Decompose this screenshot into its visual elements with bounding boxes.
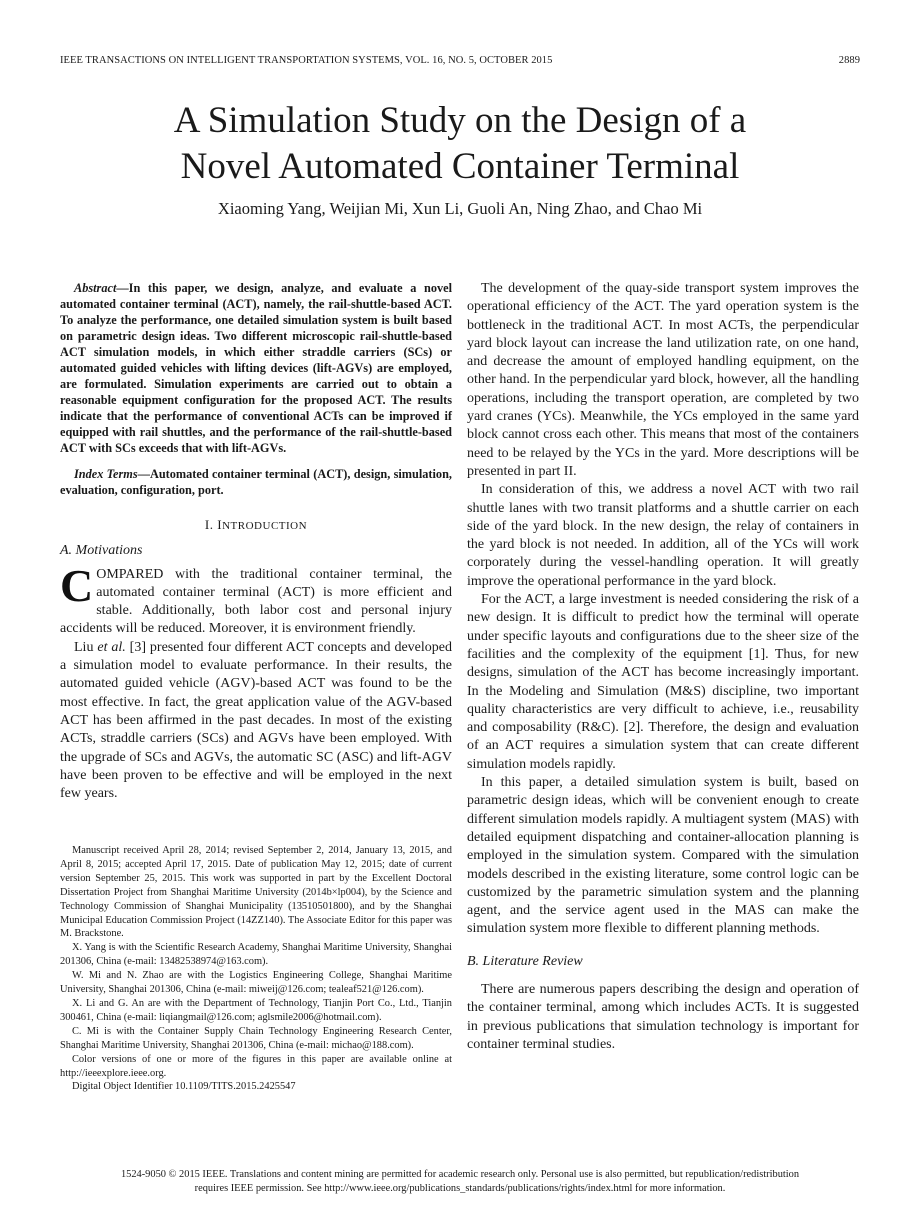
- footnote-affiliation: X. Yang is with the Scientific Research Academy, Shanghai Maritime University, Shanghai 201306, China (e-mail: 13482538974@163.com).: [60, 942, 452, 968]
- index-terms-lead: Index Terms: [74, 467, 138, 481]
- copyright-footer: [60, 1168, 860, 1195]
- intro-paragraph-2: Liu et al. [3] presented four different ACT concepts and developed a simulation model to evaluate performance. In their results, the automated guided vehicle (AGV)-based ACT was found to be the most effective. In fact, the great application value of the AGV-based ACT has been affirmed in the past decades. In most of the existing ACTs, straddle carriers (SCs) and AGVs have been employed. With the upgrade of SCs and AGVs, the automatic SC (ASC) and lift-AGV have been proven to be effective and will be employed in the next few years.: [60, 639, 452, 802]
- abstract-text: —In this paper, we design, analyze, and evaluate a novel automated container terminal (ACT), namely, the rail-shuttle-based ACT. To analyze the performance, one detailed simulation system is built based on parametric design ideas. Two different microscopic rail-shuttle-based ACT simulation models, in which either straddle carriers (SCs) or automated guided vehicles with lifting devices (lift-AGVs) are employed, are formulated. Simulation experiments are carried out to obtain a reasonable equipment configuration for the proposed ACT. The results indicate that the performance of conventional ACTs can be improved if equipped with rail shuttles, and the performance of the rail-shuttle-based ACT with SCs exceeds that with lift-AGVs.: [60, 281, 452, 455]
- title-line-1: A Simulation Study on the Design of a: [173, 100, 747, 141]
- author-list: Xiaoming Yang, Weijian Mi, Xun Li, Guoli An, Ning Zhao, and Chao Mi: [217, 199, 703, 218]
- copyright-line-2: requires IEEE permission. See http://www.ieee.org/publications_standards/publications/rights/index.html for more information.: [194, 1182, 726, 1194]
- drop-cap: C: [60, 559, 94, 611]
- right-column: [467, 280, 859, 1054]
- intro-paragraph-1: COMPARED with the traditional container terminal, the automated container terminal (ACT) is more efficient and stable. Additionally, both labor cost and personal injury accidents will be reduced. Moreover, it is environment friendly.: [60, 559, 452, 637]
- journal-name: IEEE TRANSACTIONS ON INTELLIGENT TRANSPORTATION SYSTEMS, VOL. 16, NO. 5, OCTOBER 2015: [60, 55, 553, 66]
- section-heading: I. INTRODUCTION: [204, 517, 308, 532]
- paper-title: [60, 98, 860, 190]
- footnote-affiliation: W. Mi and N. Zhao are with the Logistics Engineering College, Shanghai Maritime University, Shanghai 201306, China (e-mail: miweij@126.com; tealeaf521@126.com).: [60, 970, 452, 996]
- footnote-doi: Digital Object Identifier 10.1109/TITS.2015.2425547: [72, 1081, 296, 1093]
- footnotes: [60, 844, 452, 1094]
- index-terms: [60, 466, 452, 498]
- abstract: [60, 280, 452, 456]
- footnote-color-note: Color versions of one or more of the figures in this paper are available online at http://ieeexplore.ieee.org.: [60, 1053, 452, 1079]
- body-paragraph: In consideration of this, we address a novel ACT with two rail shuttle lanes with two transit platforms and a shuttle carrier on each side of the yard block. In the new design, the relay of containers in the yard block is not needed. In addition, all of the YCs will work corporately during the vessel-handling operation. It will greatly improve the operational performance in the yard block.: [467, 482, 859, 589]
- footnote-affiliation: C. Mi is with the Container Supply Chain Technology Engineering Research Center, Shanghai Maritime University, Shanghai 201306, China (e-mail: michao@188.com).: [60, 1025, 452, 1051]
- page-number: 2889: [838, 55, 860, 66]
- subsection-heading-literature-review: B. Literature Review: [467, 953, 583, 969]
- left-column: [60, 280, 452, 803]
- subsection-heading-motivations: A. Motivations: [60, 543, 143, 559]
- running-header: [60, 55, 860, 66]
- index-terms-text: —Automated container terminal (ACT), design, simulation, evaluation, configuration, port.: [60, 467, 452, 497]
- footnote-affiliation: X. Li and G. An are with the Department of Technology, Tianjin Port Co., Ltd., Tianjin 300461, China (e-mail: liqiangmail@126.com; aglsmile2006@hotmail.com).: [60, 997, 452, 1023]
- title-line-2: Novel Automated Container Terminal: [180, 146, 740, 187]
- body-paragraph: In this paper, a detailed simulation system is built, based on parametric design ideas, which will be convenient enough to create different simulation models rapidly. A multiagent system (MAS) with detailed equipment dispatching and container-allocation planning is employed in the simulation system. Compared with the simulation models described in the existing literature, some control logic can be customized by the parametric simulation system and the planning agent, and the service agent used in the MAS can make the simulation system more flexible to different planning methods.: [467, 775, 859, 937]
- body-paragraph: For the ACT, a large investment is needed considering the risk of a new design. It is difficult to predict how the terminal will operate under specific layouts and configurations due to the sheer size of the facilities and the complexity of the equipment [1]. Thus, for new designs, simulation of the ACT has become increasingly important. In the Modeling and Simulation (M&S) discipline, two important quality characteristics are very difficult to achieve, i.e., reusability and composability (R&C). [2]. Therefore, the design and evaluation of an ACT requires a simulation system that can create different simulation models rapidly.: [467, 592, 859, 772]
- copyright-line-1: 1524-9050 © 2015 IEEE. Translations and content mining are permitted for academic research only. Personal use is also permitted, but republication/redistribution: [120, 1169, 800, 1180]
- body-paragraph: The development of the quay-side transport system improves the operational efficiency of the ACT. The yard operation system is the bottleneck in the traditional ACT. In most ACTs, the perpendicular yard block layout can increase the land utilization rate, on one hand, and decrease the amount of employed handling equipment, on the other hand. In the perpendicular yard block, however, all the handling operations, including the transport operation, are completed by two yard cranes (YCs). Meanwhile, the YCs employed in the same yard block cannot cross each other. This means that most of the containers need to be relayed by the YCs in the yard. More descriptions will be presented in part II.: [467, 281, 859, 479]
- body-paragraph: There are numerous papers describing the design and operation of the container terminal, among which includes ACTs. It is suggested in previous publications that simulation technology is important for container terminal studies.: [467, 981, 859, 1052]
- abstract-lead: Abstract: [74, 281, 117, 295]
- footnote-manuscript: Manuscript received April 28, 2014; revised September 2, 2014, January 13, 2015, and April 8, 2015; accepted April 17, 2015. Date of publication May 12, 2015; date of current version September 25, 2015. This work was supported in part by the Excellent Doctoral Dissertation Project from Shanghai Maritime University (2014b×lp004), by the Science and Technology Commission of Shanghai Municipality (13510501800), and by the Shanghai Municipal Education Commission Project (14ZZ140). The Associate Editor for this paper was M. Brackstone.: [60, 845, 452, 940]
